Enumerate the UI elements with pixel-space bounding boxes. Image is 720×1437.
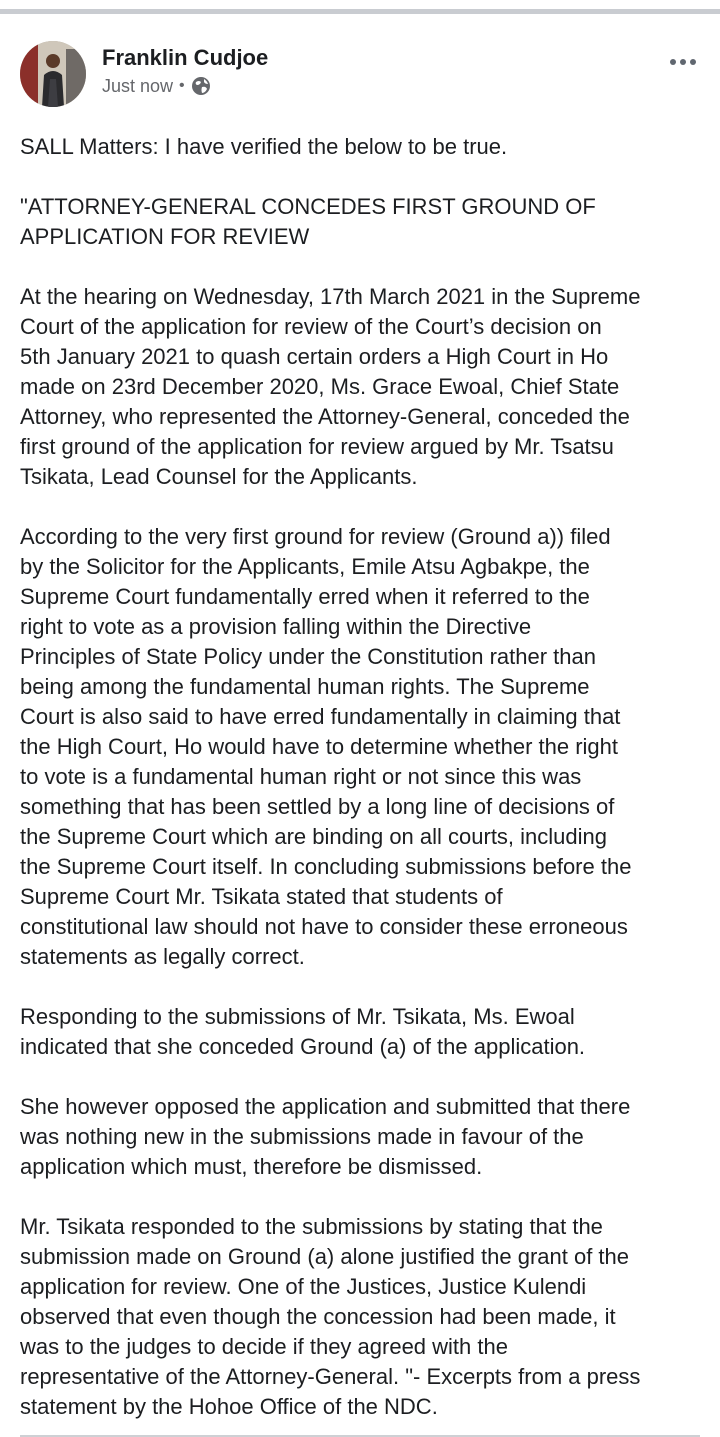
post-paragraph: According to the very first ground for review (Ground a)) filed by the Solicitor for the Applicants, Emile Atsu Agbakpe, the Supreme Court fundamentally erred when it referred to the right to vote as a provision falling within the Directive Principles of State Policy under the Constitution rather than being among the fundamental human rights. The Supreme Court is also said to have erred fundamentally in claiming that the High Court, Ho would have to determine whether the right to vote is a fundamental human right or not since this was something that has been settled by a long line of decisions of the Supreme Court which are binding on all courts, including the Supreme Court itself. In concluding submissions before the Supreme Court Mr. Tsikata stated that students of constitutional law should not have to consider these erroneous statements as legally correct. [20, 524, 632, 969]
post-paragraph: "ATTORNEY-GENERAL CONCEDES FIRST GROUND OF APPLICATION FOR REVIEW [20, 194, 596, 249]
more-options-icon[interactable] [666, 49, 700, 75]
globe-icon [191, 76, 211, 96]
post-paragraph: SALL Matters: I have verified the below to be true. [20, 134, 508, 159]
post-paragraph: At the hearing on Wednesday, 17th March 2021 in the Supreme Court of the application for review of the Court’s decision on 5th January 2021 to quash certain orders a High Court in Ho made on 23rd December 2020, Ms. Grace Ewoal, Chief State Attorney, who represented the Attorney-General, conceded the first ground of the application for review argued by Mr. Tsatsu Tsikata, Lead Counsel for the Applicants. [20, 284, 641, 489]
post-timestamp[interactable]: Just now [102, 76, 174, 96]
author-name[interactable]: Franklin Cudjoe [102, 45, 269, 70]
post-paragraph: Responding to the submissions of Mr. Tsikata, Ms. Ewoal indicated that she conceded Ground (a) of the application. [20, 1004, 586, 1059]
meta-separator: • [179, 77, 185, 94]
post-text [20, 132, 708, 1422]
post-card [0, 19, 720, 1437]
post-paragraph: Mr. Tsikata responded to the submissions by stating that the submission made on Ground (a) alone justified the grant of the application for review. One of the Justices, Justice Kulendi observed that even though the concession had been made, it was to the judges to decide if they agreed with the representative of the Attorney-General. "- Excerpts from a press statement by the Hohoe Office of the NDC. [20, 1214, 641, 1419]
post-meta [102, 73, 211, 99]
more-dot-2 [680, 59, 686, 65]
author-avatar[interactable] [20, 41, 86, 107]
post-paragraph: She however opposed the application and submitted that there was nothing new in the submissions made in favour of the application which must, therefore be dismissed. [20, 1094, 631, 1179]
avatar-image [20, 41, 86, 107]
feed-divider [0, 0, 720, 14]
more-dot-3 [690, 59, 696, 65]
post-header [20, 41, 700, 107]
more-dot-1 [670, 59, 676, 65]
